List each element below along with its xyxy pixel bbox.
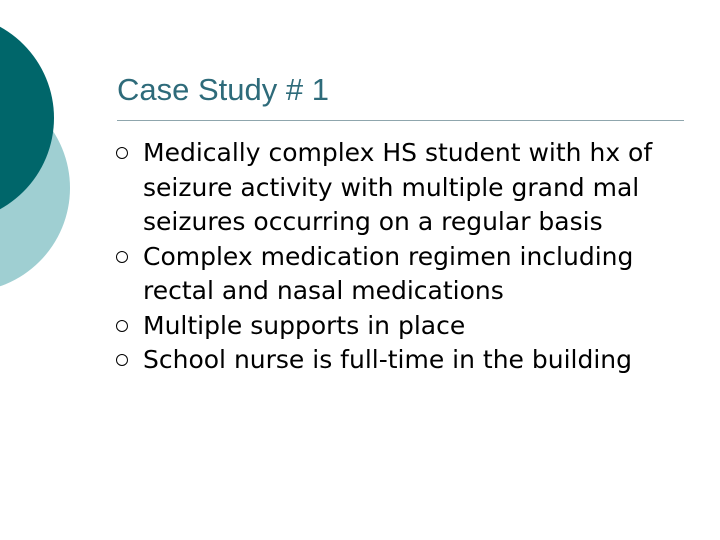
bullet-list [116, 136, 676, 378]
hollow-circle-bullet-icon [116, 147, 128, 159]
bullet-text: Multiple supports in place [143, 310, 466, 340]
hollow-circle-bullet-icon [116, 251, 128, 263]
slide-title: Case Study # 1 [117, 72, 329, 107]
bullet-item [116, 240, 676, 309]
bullet-item [116, 343, 676, 378]
bullet-item [116, 136, 676, 240]
bullet-item [116, 309, 676, 344]
title-divider [117, 120, 684, 121]
decorative-circles-graphic [0, 0, 80, 300]
bullet-text: Medically complex HS student with hx of seizure activity with multiple grand mal seizures occurring on a regular basis [143, 138, 653, 236]
hollow-circle-bullet-icon [116, 320, 128, 332]
hollow-circle-bullet-icon [116, 354, 128, 366]
bullet-text: Complex medication regimen including rectal and nasal medications [143, 241, 634, 305]
bullet-text: School nurse is full-time in the building [143, 345, 633, 374]
